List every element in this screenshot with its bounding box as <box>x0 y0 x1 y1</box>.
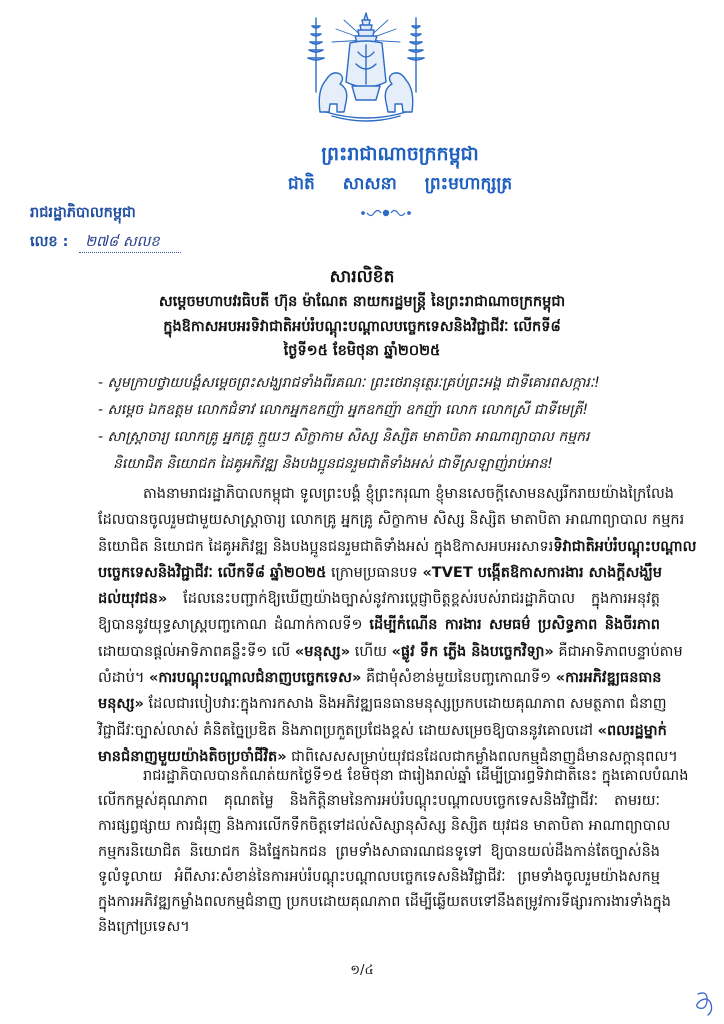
national-motto <box>250 169 550 199</box>
paragraph-line <box>98 840 660 865</box>
paragraph-line <box>98 612 660 638</box>
salutation-line: - សូមក្រាបថ្វាយបង្គំសម្តេចព្រះសង្ឃរាជទាំងពីរគណៈ ព្រះថេរានុត្ថេរៈគ្រប់ព្រះអង្គ ជាទីគោរពសក្ការៈ! <box>98 375 600 391</box>
salutation-line: និយោជិត និយោជក ដៃគូអភិវឌ្ឍ និងបងប្អូនជនរួមជាតិទាំងអស់ ជាទីស្រឡាញ់រាប់អាន! <box>113 456 553 472</box>
paragraph-line <box>98 534 697 560</box>
number-value: ២៧៨ សលខ <box>79 232 181 253</box>
text-run: ដែលបានចូលរួមជាមួយសាស្ត្រាចារ្យ លោកគ្រូ អ្នកគ្រូ សិក្ខាកាម សិស្ស និស្សិត មាតាបិតា អាណាព្យាបាល កម្មករ <box>98 512 685 529</box>
text-run: ហើយ <box>350 643 392 660</box>
motto-king: ព្រះមហាក្សត្រ <box>424 174 513 194</box>
issuing-authority: រាជរដ្ឋាភិបាលកម្ពុជា <box>30 205 136 221</box>
paragraph-line <box>98 865 660 890</box>
divider-ornament-icon <box>359 206 413 220</box>
bold-text-run: បច្ចេកទេសនិងវិជ្ជាជីវៈ លើកទី៨ ឆ្នាំ២០២៥ <box>98 564 327 581</box>
bold-text-run: «ពលរដ្ឋម្នាក់ <box>597 722 667 739</box>
text-run: ក្នុងការអភិវឌ្ឍកម្លាំងពលកម្មជំនាញ ប្រកបដោយគុណភាព ដើម្បីឆ្លើយតបទៅនឹងតម្រូវការទីផ្សារការងារទាំងក្នុង <box>98 893 671 910</box>
paragraph-line <box>98 764 689 789</box>
paragraph-line <box>98 718 667 744</box>
body-paragraph <box>98 764 689 940</box>
paragraph-line <box>98 691 667 717</box>
bold-text-run: មនុស្ស» <box>98 696 144 713</box>
salutation-line: - សាស្ត្រាចារ្យ លោកគ្រូ អ្នកគ្រូ ក្មួយៗ សិក្ខាកាម សិស្ស និស្សិត មាតាបិតា អាណាព្យាបាល កម្មករ <box>98 429 590 445</box>
paragraph-line <box>98 890 671 915</box>
subtitle-line: សម្តេចមហាបវរធិបតី ហ៊ុន ម៉ាណែត នាយករដ្ឋមន្ត្រី នៃព្រះរាជាណាចក្រកម្ពុជា <box>158 294 566 310</box>
paragraph-line <box>98 586 660 612</box>
paragraph-line <box>98 665 660 691</box>
paragraph-line <box>98 915 660 940</box>
text-run: និងក្រៅប្រទេស។ <box>98 919 190 936</box>
text-run: កម្មករនិយោជិត និយោជក និងផ្នែកឯកជន ព្រមទាំងសាធារណជនទូទៅ ឱ្យបានយល់ដឹងកាន់តែច្បាស់និង <box>98 843 660 860</box>
text-run: លើកកម្ពស់គុណភាព គុណតម្លៃ និងកិត្តិនាមនៃការអប់រំបណ្តុះបណ្តាលបច្ចេកទេសនិងវិជ្ជាជីវៈ តាមរយៈ <box>98 793 660 810</box>
text-run: ឱ្យបាននូវយុទ្ធសាស្ត្របញ្ចកោណ ដំណាក់កាលទី១ <box>98 617 370 634</box>
document-title: សារលិខិត <box>329 267 395 287</box>
text-run: គឺជាអាទិភាពបន្ទាប់តាម <box>553 643 683 660</box>
motto-religion: សាសនា <box>342 174 397 194</box>
bold-text-run: «ផ្លូវ ទឹក ភ្លើង និងបច្ចេកវិទ្យា» <box>391 643 554 660</box>
text-run: ដោយបានផ្តល់អាទិភាពគន្លឹះទី១ លើ <box>98 643 295 660</box>
bold-text-run: ទិវាជាតិអប់រំបណ្តុះបណ្តាល <box>553 538 697 555</box>
paragraph-line <box>98 507 685 533</box>
royal-heading <box>250 140 550 199</box>
document-subtitle <box>40 290 684 364</box>
bold-text-run: «មនុស្ស» <box>294 643 351 660</box>
handwritten-initial-icon <box>690 988 716 1018</box>
salutation-list <box>98 370 660 478</box>
bold-text-run: មានជំនាញមួយយ៉ាងតិចប្រចាំជីវិត» <box>98 748 287 765</box>
bold-text-run: ដល់យុវជន» <box>98 591 168 608</box>
document-number <box>30 229 250 255</box>
text-run: រាជរដ្ឋាភិបាលបានកំណត់យកថ្ងៃទី១៥ ខែមិថុនា ជារៀងរាល់ឆ្នាំ ដើម្បីប្រារព្ធទិវាជាតិនេះ ក្នុងគោលបំណង <box>143 768 689 784</box>
text-run: ក្រោមប្រធានបទ <box>326 564 423 581</box>
text-run: ទូលំទូលាយ អំពីសារៈសំខាន់នៃការអប់រំបណ្តុះបណ្តាលបច្ចេកទេសនិងវិជ្ជាជីវៈ ព្រមទាំងចូលរួមយ៉ាងសកម្ម <box>98 868 660 885</box>
bold-text-run: «TVET បង្កើតឱកាសការងារ សាងក្តីសង្ឃឹម <box>422 564 663 581</box>
motto-nation: ជាតិ <box>287 174 315 194</box>
paragraph-line <box>98 481 674 507</box>
bold-text-run: «ការបណ្តុះបណ្តាលជំនាញបច្ចេកទេស» <box>148 670 362 687</box>
page-number: ១/៤ <box>350 963 374 978</box>
subtitle-line: ក្នុងឱកាសអបអរទិវាជាតិអប់រំបណ្តុះបណ្តាលបច្ចេកទេសនិងវិជ្ជាជីវៈ លើកទី៨ <box>163 318 561 335</box>
text-run: តាងនាមរាជរដ្ឋាភិបាលកម្ពុជា ទូលព្រះបង្គំ ខ្ញុំព្រះករុណា ខ្ញុំមានសេចក្តីសោមនស្សរីករាយយ៉ាងក្រៃលែង <box>143 486 674 502</box>
text-run: វិជ្ជាជីវៈច្បាស់លាស់ គំនិតច្នៃប្រឌិត និងភាពប្រកួតប្រជែងខ្ពស់ ដោយសម្រេចឱ្យបាននូវគោលដៅ <box>98 722 598 739</box>
royal-coat-of-arms-icon <box>300 12 432 124</box>
text-run: គឺជាមុំសំខាន់មួយនៃបញ្ចកោណទី១ <box>361 670 556 687</box>
paragraph-line <box>98 639 683 665</box>
text-run: ដែលនេះបញ្ជាក់ឱ្យឃើញយ៉ាងច្បាស់នូវការប្តេជ្ញាចិត្តខ្ពស់របស់រាជរដ្ឋាភិបាល ក្នុងការអនុវត្ត <box>167 591 660 608</box>
salutation-line: - សម្តេច ឯកឧត្តម លោកជំទាវ លោកអ្នកឧកញ៉ា អ្នកឧកញ៉ា ឧកញ៉ា លោក លោកស្រី ជាទីមេត្រី! <box>98 402 589 418</box>
kingdom-name: ព្រះរាជាណាចក្រកម្ពុជា <box>321 143 479 165</box>
paragraph-line <box>98 789 660 814</box>
paragraph-line <box>98 814 671 839</box>
body-paragraph <box>98 481 697 770</box>
bold-text-run: «ការអភិវឌ្ឍធនធាន <box>555 670 662 687</box>
text-run: ជាពិសេសសម្រាប់យុវជនដែលជាកម្លាំងពលកម្មជំនាញដ៏មានសក្តានុពល។ <box>286 748 678 765</box>
bold-text-run: ដើម្បីកំណើន ការងារ សមធម៌ ប្រសិទ្ធភាព និងចីរភាព <box>369 617 660 634</box>
text-run: លំដាប់។ <box>98 670 149 687</box>
subtitle-line: ថ្ងៃទី១៥ ខែមិថុនា ឆ្នាំ២០២៥ <box>283 343 441 359</box>
number-label: លេខ : <box>30 234 69 250</box>
paragraph-line <box>98 560 663 586</box>
text-run: ដែលជារបៀបវារៈក្នុងការកសាង និងអភិវឌ្ឍធនធានមនុស្សប្រកបដោយគុណភាព សមត្ថភាព ជំនាញ <box>143 696 667 713</box>
text-run: ការផ្សព្វផ្សាយ ការជំរុញ និងការលើកទឹកចិត្តទៅដល់សិស្សានុសិស្ស និស្សិត យុវជន មាតាបិតា អាណាព្យាបាល <box>98 818 671 835</box>
text-run: និយោជិត និយោជក ដៃគូអភិវឌ្ឍ និងបងប្អូនជនរួមជាតិទាំងអស់ ក្នុងឱកាសអបអរសាទរ <box>98 538 554 555</box>
